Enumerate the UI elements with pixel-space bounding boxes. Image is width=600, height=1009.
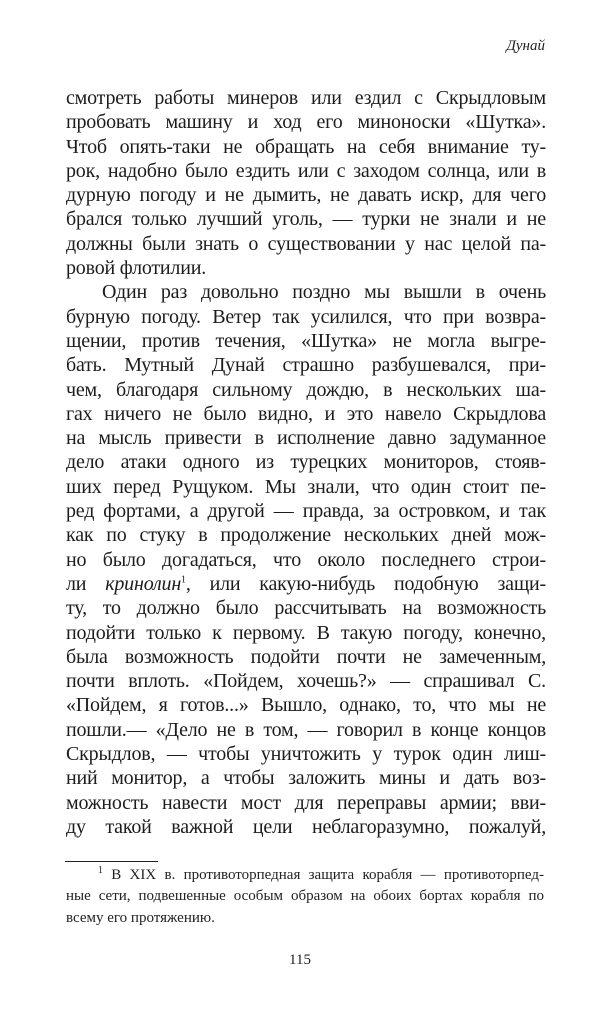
footnote-1	[66, 865, 544, 929]
text-line: дело атаки одного из турецких мониторов, стояв-	[66, 451, 546, 474]
text-line: на мысль привести в исполнение давно задуманное	[66, 427, 546, 450]
text-line: но было догадаться, что около последнего строи-	[66, 548, 546, 571]
text-line: Чтоб опять-таки не обращать на себя внимание ту-	[66, 135, 546, 158]
text-line: подойти только к первому. В такую погоду, конечно,	[66, 621, 546, 644]
text-line: можность навести мост для переправы армии; вви-	[66, 791, 546, 814]
text-line: ших перед Рущуком. Мы знали, что один стоит пе-	[66, 475, 546, 498]
text-line: как по стуку в продолжение нескольких дней мож-	[66, 524, 546, 547]
text-line: ред фортами, а другой — правда, за островком, и так	[66, 500, 546, 523]
italic-term: кринолин	[105, 572, 182, 595]
text-line: дурную погоду и не дымить, не давать искр, для чего	[66, 184, 546, 207]
running-head: Дунай	[506, 38, 545, 54]
footnote-line: всему его протяжению.	[66, 909, 215, 926]
text-line: гах ничего не было видно, и это навело Скрыдлова	[66, 402, 546, 425]
text-line: Скрыдлов, — чтобы уничтожить у турок один лиш-	[66, 743, 546, 766]
text-line: пошли.— «Дело не в том, — говорил в конце концов	[66, 718, 546, 741]
text-line: смотреть работы минеров или ездил с Скрыдловым	[66, 87, 546, 109]
text-line: должны были знать о существовании у нас целой па-	[66, 232, 546, 255]
text-line: почти вплоть. «Пойдем, хочешь?» — спрашивал С.	[66, 670, 546, 693]
footnote-line: ные сети, подвешенные особым образом на обоих бортах корабля по	[66, 888, 544, 905]
text-line: ровой флотилии.	[66, 257, 207, 280]
body-text	[66, 86, 546, 839]
text-fragment: , или какую-нибудь подобную защи-	[185, 572, 546, 595]
text-line: «Пойдем, я готов...» Вышло, однако, то, что мы не	[66, 694, 546, 717]
text-line: Один раз довольно поздно мы вышли в очень	[102, 281, 546, 304]
text-line: ту, то должно было рассчитывать на возможность	[66, 597, 546, 620]
text-line: ду такой важной цели неблагоразумно, пожалуй,	[66, 815, 546, 838]
text-line: щении, против течения, «Шутка» не могла выгре-	[66, 329, 546, 352]
text-fragment: ли	[66, 572, 87, 595]
footnote-divider	[65, 861, 158, 862]
text-line: была возможность подойти почти не замеченным,	[66, 645, 546, 668]
text-line: брался только лучший уголь, — турки не знали и не	[66, 208, 546, 231]
text-line: чем, благодаря сильному дождю, в нескольких ша-	[66, 378, 546, 401]
text-line: бать. Мутный Дунай страшно разбушевался, при-	[66, 354, 546, 377]
footnote-text: В XIX в. противоторпедная защита корабля — противоторпед-	[111, 867, 544, 883]
text-line: рок, надобно было ездить или с заходом солнца, или в	[66, 159, 546, 182]
footnote-line	[66, 865, 544, 886]
text-line-with-footnote	[66, 572, 546, 596]
footnote-marker: 1	[98, 865, 103, 876]
text-line: бурную погоду. Ветер так усилился, что при возвра-	[66, 305, 546, 328]
text-line: ний монитор, а чтобы заложить мины и дать воз-	[66, 767, 546, 790]
text-line: пробовать машину и ход его миноноски «Шутка».	[66, 111, 546, 134]
page-number: 115	[289, 952, 311, 968]
footnote-ref[interactable]: 1	[181, 574, 186, 586]
